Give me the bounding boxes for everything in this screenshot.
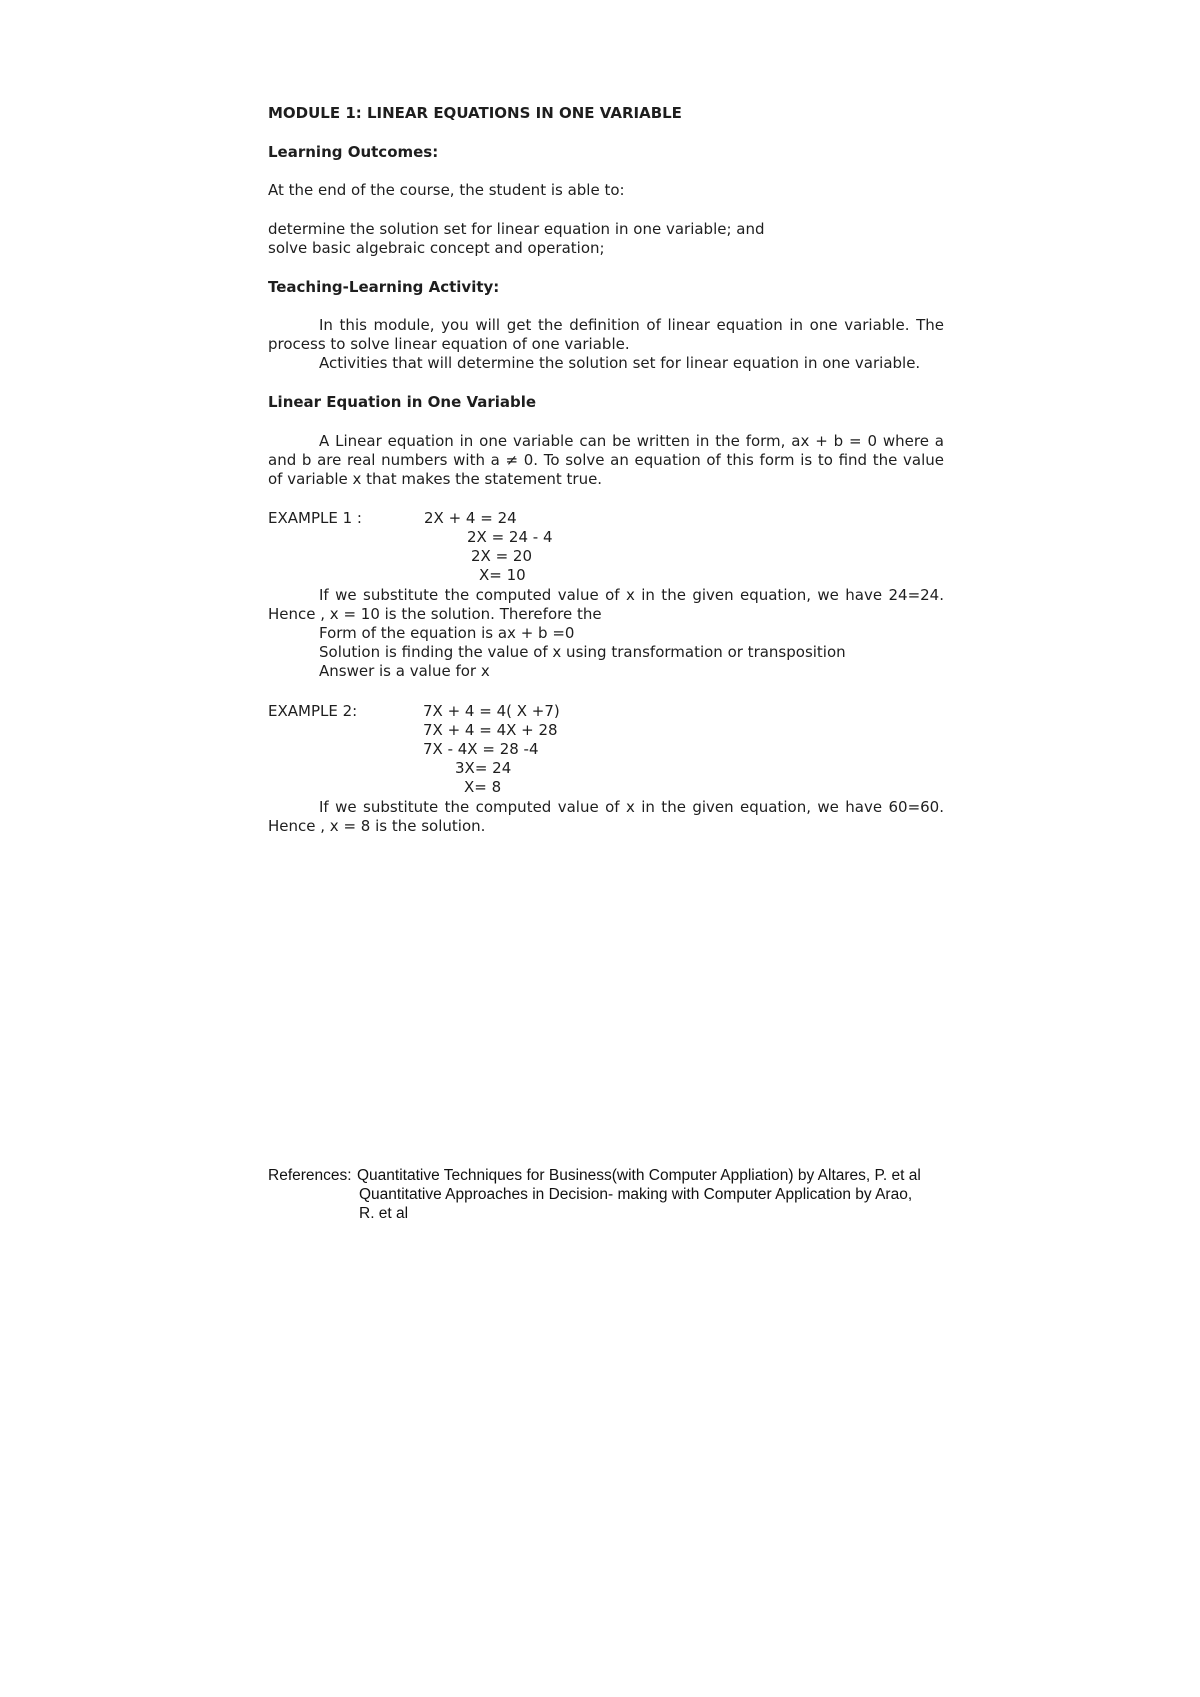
teaching-learning-line: In this module, you will get the definition of linear equation in one variable. The	[319, 316, 944, 334]
learning-outcome-item: solve basic algebraic concept and operation;	[268, 239, 605, 257]
linear-equation-heading: Linear Equation in One Variable	[268, 393, 537, 411]
example1-label: EXAMPLE 1 :	[268, 509, 362, 527]
linear-equation-line: and b are real numbers with a ≠ 0. To solve an equation of this form is to find the value	[268, 451, 944, 469]
teaching-learning-line: Activities that will determine the solution set for linear equation in one variable.	[319, 354, 921, 372]
example1-explanation: Answer is a value for x	[319, 662, 490, 680]
example2-step: 7X - 4X = 28 -4	[423, 740, 539, 758]
learning-outcome-item: determine the solution set for linear equation in one variable; and	[268, 220, 765, 238]
learning-outcomes-intro: At the end of the course, the student is able to:	[268, 181, 625, 199]
example2-step: 3X= 24	[455, 759, 512, 777]
example2-explanation: If we substitute the computed value of x in the given equation, we have 60=60.	[319, 798, 944, 816]
example1-step: 2X = 20	[471, 547, 533, 565]
example1-step: X= 10	[479, 566, 526, 584]
example1-explanation: Hence , x = 10 is the solution. Therefore the	[268, 605, 602, 623]
module-title: MODULE 1: LINEAR EQUATIONS IN ONE VARIABLE	[268, 104, 682, 122]
reference-line: Quantitative Approaches in Decision- making with Computer Application by Arao,	[359, 1186, 913, 1203]
example1-explanation: If we substitute the computed value of x in the given equation, we have 24=24.	[319, 586, 944, 604]
reference-line: R. et al	[359, 1205, 409, 1222]
example1-step: 2X = 24 - 4	[467, 528, 553, 546]
learning-outcomes-heading: Learning Outcomes:	[268, 143, 439, 161]
references-label: References:	[268, 1167, 352, 1184]
example1-explanation: Solution is finding the value of x using transformation or transposition	[319, 643, 846, 661]
example2-step: 7X + 4 = 4X + 28	[423, 721, 558, 739]
reference-line: Quantitative Techniques for Business(with Computer Appliation) by Altares, P. et al	[357, 1167, 921, 1184]
example1-explanation: Form of the equation is ax + b =0	[319, 624, 575, 642]
example2-explanation: Hence , x = 8 is the solution.	[268, 817, 486, 835]
linear-equation-line: A Linear equation in one variable can be written in the form, ax + b = 0 where a	[319, 432, 944, 450]
teaching-learning-line: process to solve linear equation of one variable.	[268, 335, 630, 353]
example1-step: 2X + 4 = 24	[424, 509, 517, 527]
teaching-learning-heading: Teaching-Learning Activity:	[268, 278, 500, 296]
example2-step: 7X + 4 = 4( X +7)	[423, 702, 560, 720]
linear-equation-line: of variable x that makes the statement true.	[268, 470, 603, 488]
example2-step: X= 8	[464, 778, 502, 796]
example2-label: EXAMPLE 2:	[268, 702, 358, 720]
